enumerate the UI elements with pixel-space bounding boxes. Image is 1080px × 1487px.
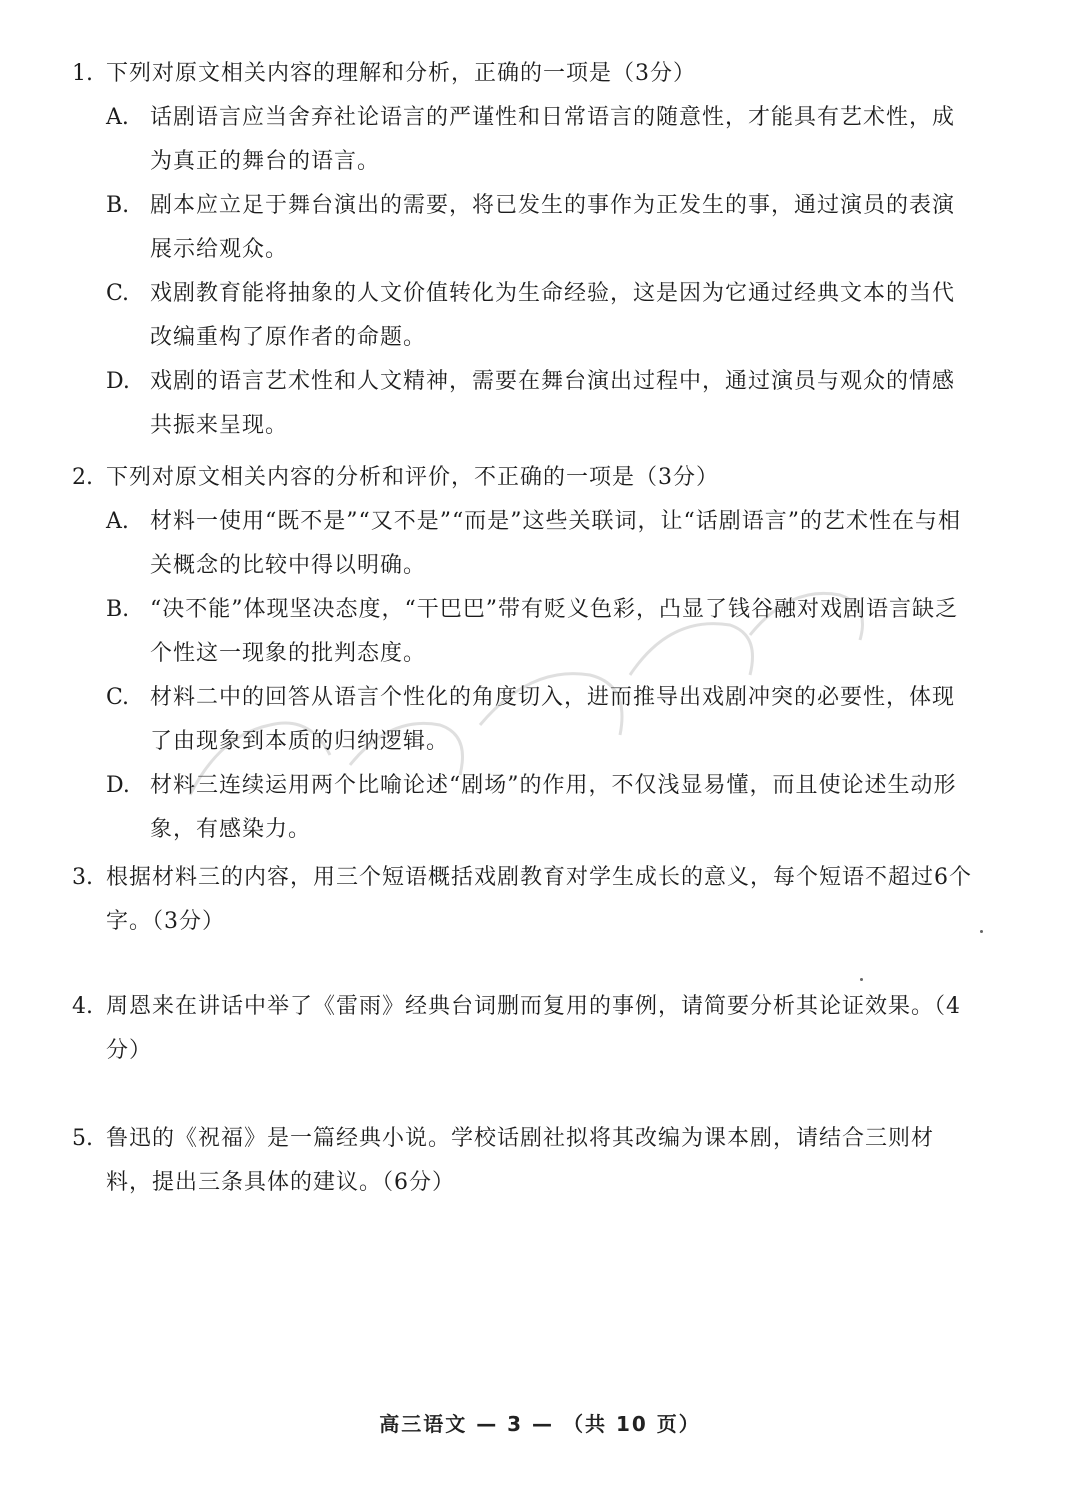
question-4 [72, 985, 972, 1073]
option-a [106, 500, 972, 588]
scan-speck [860, 978, 863, 981]
option-text: 戏剧的语言艺术性和人文精神，需要在舞台演出过程中，通过演员与观众的情感共振来呈现。 [150, 369, 956, 438]
question-3 [72, 856, 972, 944]
option-a [106, 96, 972, 184]
scan-speck [980, 930, 983, 933]
question-stem: 周恩来在讲话中举了《雷雨》经典台词删而复用的事例，请简要分析其论证效果。（4分） [106, 994, 961, 1063]
question-stem: 鲁迅的《祝福》是一篇经典小说。学校话剧社拟将其改编为课本剧，请结合三则材料，提出三条具体的建议。（6分） [106, 1126, 935, 1195]
option-b [106, 184, 972, 272]
question-number: 5. [72, 1126, 93, 1151]
question-number: 1. [72, 61, 93, 86]
option-text: “决不能”体现坚决态度，“干巴巴”带有贬义色彩，凸显了钱谷融对戏剧语言缺乏个性这一现象的批判态度。 [150, 597, 958, 666]
option-c [106, 272, 972, 360]
option-b [106, 588, 972, 676]
option-letter: C. [106, 685, 130, 710]
page-footer: 高三语文 — 3 — （共 10 页） [379, 1412, 701, 1436]
question-stem: 下列对原文相关内容的分析和评价，不正确的一项是（3分） [106, 465, 719, 490]
question-stem: 根据材料三的内容，用三个短语概括戏剧教育对学生成长的意义，每个短语不超过6个字。（3分） [106, 865, 972, 934]
option-letter: B. [106, 193, 130, 218]
option-d [106, 764, 972, 852]
option-c [106, 676, 972, 764]
option-letter: C. [106, 281, 130, 306]
option-letter: B. [106, 597, 130, 622]
question-5 [72, 1117, 972, 1205]
option-text: 话剧语言应当舍弃社论语言的严谨性和日常语言的随意性，才能具有艺术性，成为真正的舞台的语言。 [150, 105, 956, 174]
option-text: 材料三连续运用两个比喻论述“剧场”的作用，不仅浅显易懂，而且使论述生动形象，有感染力。 [150, 773, 957, 842]
option-text: 材料一使用“既不是”“又不是”“而是”这些关联词，让“话剧语言”的艺术性在与相关概念的比较中得以明确。 [150, 509, 961, 578]
option-d [106, 360, 972, 448]
question-number: 3. [72, 865, 93, 890]
option-text: 戏剧教育能将抽象的人文价值转化为生命经验，这是因为它通过经典文本的当代改编重构了原作者的命题。 [150, 281, 956, 350]
question-number: 2. [72, 465, 93, 490]
option-letter: D. [106, 369, 130, 394]
option-text: 剧本应立足于舞台演出的需要，将已发生的事作为正发生的事，通过演员的表演展示给观众。 [150, 193, 956, 262]
question-stem: 下列对原文相关内容的理解和分析，正确的一项是（3分） [106, 61, 696, 86]
question-2 [72, 456, 972, 852]
option-letter: A. [106, 105, 129, 130]
option-letter: D. [106, 773, 130, 798]
option-letter: A. [106, 509, 129, 534]
option-text: 材料二中的回答从语言个性化的角度切入，进而推导出戏剧冲突的必要性，体现了由现象到本质的归纳逻辑。 [150, 685, 956, 754]
question-number: 4. [72, 994, 93, 1019]
question-1 [72, 52, 972, 448]
